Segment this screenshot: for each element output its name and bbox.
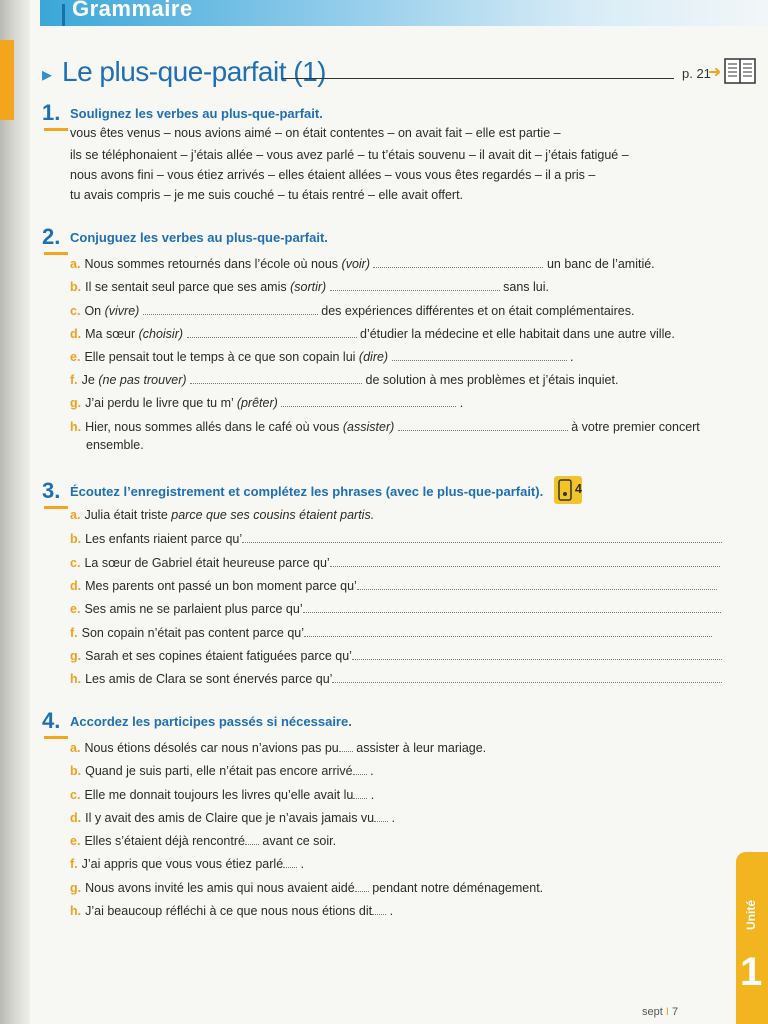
item-text: . [366,764,374,778]
item-text: Les enfants riaient parce qu’ [85,532,243,546]
exercise-instruction: Conjuguez les verbes au plus-que-parfait. [70,230,328,245]
page-reference: p. 21 [682,66,711,81]
item-letter: a. [70,257,81,271]
item-text: . [367,788,375,802]
item-text: Nous sommes retournés dans l’école où nous [84,257,342,271]
item-letter: g. [70,649,82,663]
lesson-title-row [42,56,722,92]
footer-separator: I [665,1006,669,1018]
item-text: Quand je suis parti, elle n’était pas encore arrivé [85,764,353,778]
item-continuation: ensemble. [86,438,144,452]
item-text: Je [81,373,99,387]
answer-blank[interactable] [332,671,722,683]
exercise-item [70,555,720,570]
infinitive-hint: (choisir) [138,327,184,341]
item-text: Elle me donnait toujours les livres qu’elle avait lu [84,788,354,802]
exercise-item [70,256,655,271]
item-text: Sarah et ses copines étaient fatiguées parce qu’ [85,649,352,663]
exercise-number: 3. [42,478,61,503]
item-letter: h. [70,420,82,434]
exercise-instruction: Soulignez les verbes au plus-que-parfait. [70,106,323,121]
number-underline [44,128,68,131]
item-letter: c. [70,788,81,802]
item-text: des expériences différentes et on était complémentaires. [317,304,635,318]
exercise-item [70,625,712,640]
answer-blank[interactable] [392,349,567,361]
item-letter: b. [70,764,82,778]
item-letter: a. [70,508,81,522]
item-text: pendant notre déménagement. [368,881,544,895]
item-text: Ses amis ne se parlaient plus parce qu’ [84,602,303,616]
verb-list-line[interactable]: ils se téléphonaient – j’étais allée – vous avez parlé – tu t’étais souvenu – il avait dit – j’étais fatigué – [70,148,629,162]
exercise-item [70,787,374,802]
item-text: . [566,350,574,364]
item-text: Ma sœur [85,327,139,341]
item-letter: f. [70,857,78,871]
infinitive-hint: (sortir) [290,280,327,294]
item-text: d’étudier la médecine et elle habitait dans une autre ville. [356,327,675,341]
exercise-item [70,303,634,318]
section-title: Grammaire [72,0,193,21]
lesson-title: Le plus-que-parfait (1) [62,56,326,87]
item-text: Les amis de Clara se sont énervés parce qu’ [85,672,333,686]
answer-blank[interactable] [357,578,717,590]
item-text: J’ai perdu le livre que tu m’ [85,396,237,410]
unit-label: Unité [744,900,758,930]
item-text: Son copain n’était pas content parce qu’ [81,626,305,640]
item-text: Elles s’étaient déjà rencontré [84,834,245,848]
infinitive-hint: (voir) [341,257,370,271]
item-text: Il se sentait seul parce que ses amis [85,280,291,294]
item-letter: e. [70,350,81,364]
verb-list-line[interactable]: nous avons fini – vous étiez arrivés – elles étaient allées – vous vous êtes regardés – il a pris – [70,168,596,182]
infinitive-hint: (prêter) [236,396,278,410]
exercise-item [70,578,717,593]
answer-blank[interactable] [353,787,367,799]
exercise-item [70,810,395,825]
item-text: . [297,857,305,871]
page-number: 7 [671,1006,679,1018]
item-text: de solution à mes problèmes et j’étais inquiet. [362,373,619,387]
answer-blank[interactable] [355,880,369,892]
header-bracket [62,4,65,26]
item-text: avant ce soir. [258,834,337,848]
number-underline [44,506,68,509]
item-text: sans lui. [499,280,550,294]
exercise-instruction: Accordez les participes passés si nécessaire. [70,714,352,729]
item-text: J’ai appris que vous vous étiez parlé [81,857,284,871]
exercise-item [70,763,374,778]
item-letter: g. [70,881,82,895]
exercise-item [70,903,393,918]
exercise-number: 4. [42,708,61,733]
exercise-item [70,856,304,871]
answer-blank[interactable] [242,531,722,543]
item-text: à votre premier concert [567,420,700,434]
item-letter: d. [70,579,82,593]
infinitive-hint: (vivre) [104,304,140,318]
exercise-item [70,372,618,387]
exercise-item [70,740,486,755]
exercise-item [70,648,722,663]
item-text: Il y avait des amis de Claire que je n’avais jamais vu [85,811,375,825]
item-letter: e. [70,602,81,616]
infinitive-hint: (assister) [342,420,395,434]
item-letter: c. [70,556,81,570]
item-letter: b. [70,280,82,294]
answer-blank[interactable] [372,903,386,915]
item-text: Julia était triste [84,508,172,522]
answer-blank[interactable] [353,763,367,775]
exercise-item [70,419,700,434]
answer-blank[interactable] [187,326,357,338]
item-text: . [388,811,396,825]
infinitive-hint: (dire) [358,350,389,364]
item-letter: g. [70,396,82,410]
page-edge-shadow [0,0,30,1024]
verb-list-line[interactable]: vous êtes venus – nous avions aimé – on était contentes – on avait fait – elle est partie – [70,126,561,140]
item-text: Mes parents ont passé un bon moment parce qu’ [85,579,357,593]
example-answer: parce que ses cousins étaient partis. [171,508,375,522]
item-text: J’ai beaucoup réfléchi à ce que nous nous étions dit [85,904,373,918]
exercise-item [70,880,543,895]
exercise-instruction: Écoutez l’enregistrement et complétez les phrases (avec le plus-que-parfait). [70,484,544,499]
exercise-item [70,395,463,410]
item-letter: d. [70,327,82,341]
exercise-number: 1. [42,100,61,125]
item-letter: d. [70,811,82,825]
item-letter: h. [70,672,82,686]
item-letter: h. [70,904,82,918]
item-text: Nous avons invité les amis qui nous avaient aidé [85,881,355,895]
exercise-item [70,279,549,294]
item-text: . [456,396,464,410]
item-text: . [386,904,394,918]
example-item [70,508,374,522]
item-text: Hier, nous sommes allés dans le café où vous [85,420,343,434]
arrow-right-icon: ➜ [708,64,722,81]
unit-side-tab [736,852,768,1024]
item-letter: a. [70,741,81,755]
answer-blank[interactable] [398,419,568,431]
answer-blank[interactable] [245,833,259,845]
exercise-item [70,349,574,364]
left-color-tab [0,40,14,120]
track-number: 4 [575,482,582,496]
exercise-item [70,671,722,686]
item-letter: b. [70,532,82,546]
infinitive-hint: (ne pas trouver) [98,373,187,387]
number-underline [44,252,68,255]
title-rule [282,78,674,79]
page-word: sept [642,1006,663,1018]
item-text: On [84,304,105,318]
answer-blank[interactable] [373,256,543,268]
answer-blank[interactable] [339,740,353,752]
answer-blank[interactable] [143,303,318,315]
number-underline [44,736,68,739]
answer-blank[interactable] [303,601,721,613]
answer-blank[interactable] [330,555,720,567]
page-footer [642,1006,678,1018]
item-text: Nous étions désolés car nous n’avions pas pu [84,741,339,755]
item-letter: e. [70,834,81,848]
answer-blank[interactable] [352,648,722,660]
exercise-number: 2. [42,224,61,249]
item-text: un banc de l’amitié. [543,257,655,271]
exercise-item [70,531,722,546]
item-letter: f. [70,626,78,640]
answer-blank[interactable] [190,372,362,384]
exercise-item [70,833,336,848]
answer-blank[interactable] [374,810,388,822]
item-text: assister à leur mariage. [352,741,487,755]
exercise-item [70,601,721,616]
book-icon[interactable] [724,56,756,86]
unit-number: 1 [740,950,763,994]
item-letter: c. [70,304,81,318]
answer-blank[interactable] [283,856,297,868]
answer-blank[interactable] [281,395,456,407]
item-text: La sœur de Gabriel était heureuse parce qu’ [84,556,330,570]
item-letter: f. [70,373,78,387]
verb-list-line[interactable]: tu avais compris – je me suis couché – tu étais rentré – elle avait offert. [70,188,464,202]
triangle-arrow-icon: ▸ [42,64,53,86]
exercise-item [70,326,675,341]
answer-blank[interactable] [304,625,712,637]
answer-blank[interactable] [330,279,500,291]
item-text: Elle pensait tout le temps à ce que son copain lui [84,350,359,364]
